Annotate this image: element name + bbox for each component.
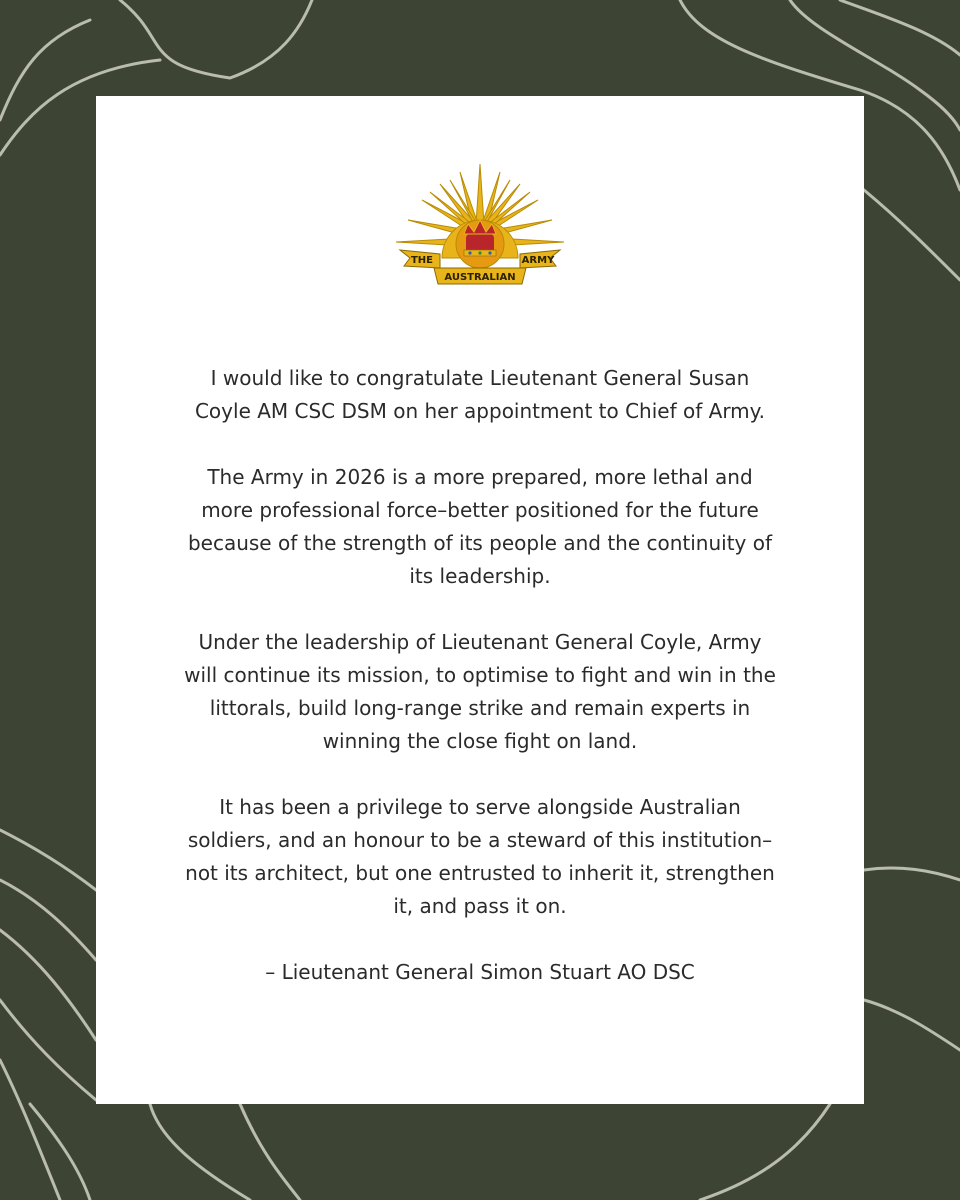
letter-card: [96, 96, 864, 1104]
badge-text-the: THE: [410, 255, 434, 266]
badge-text-army: ARMY: [521, 255, 555, 266]
australian-army-rising-sun-badge-icon: [394, 162, 566, 288]
paragraph-congratulations: I would like to congratulate Lieutenant General Susan Coyle AM CSC DSM on her appointment to Chief of Army.: [194, 366, 766, 423]
paragraph-mission: Under the leadership of Lieutenant General Coyle, Army will continue its mission, to optimise to fight and win in the littorals, build long-range strike and remain experts in winning the close fight on land.: [184, 630, 776, 753]
paragraph-army-2026: The Army in 2026 is a more prepared, more lethal and more professional force–better positioned for the future because of the strength of its people and the continuity of its leadership.: [187, 465, 773, 588]
badge-text-australian: AUSTRALIAN: [444, 272, 516, 283]
signature: – Lieutenant General Simon Stuart AO DSC: [265, 960, 695, 984]
paragraph-privilege: It has been a privilege to serve alongside Australian soldiers, and an honour to be a steward of this institution–not its architect, but one entrusted to inherit it, strengthen it, and pass it on.: [185, 795, 775, 918]
letter-body: [180, 362, 780, 989]
